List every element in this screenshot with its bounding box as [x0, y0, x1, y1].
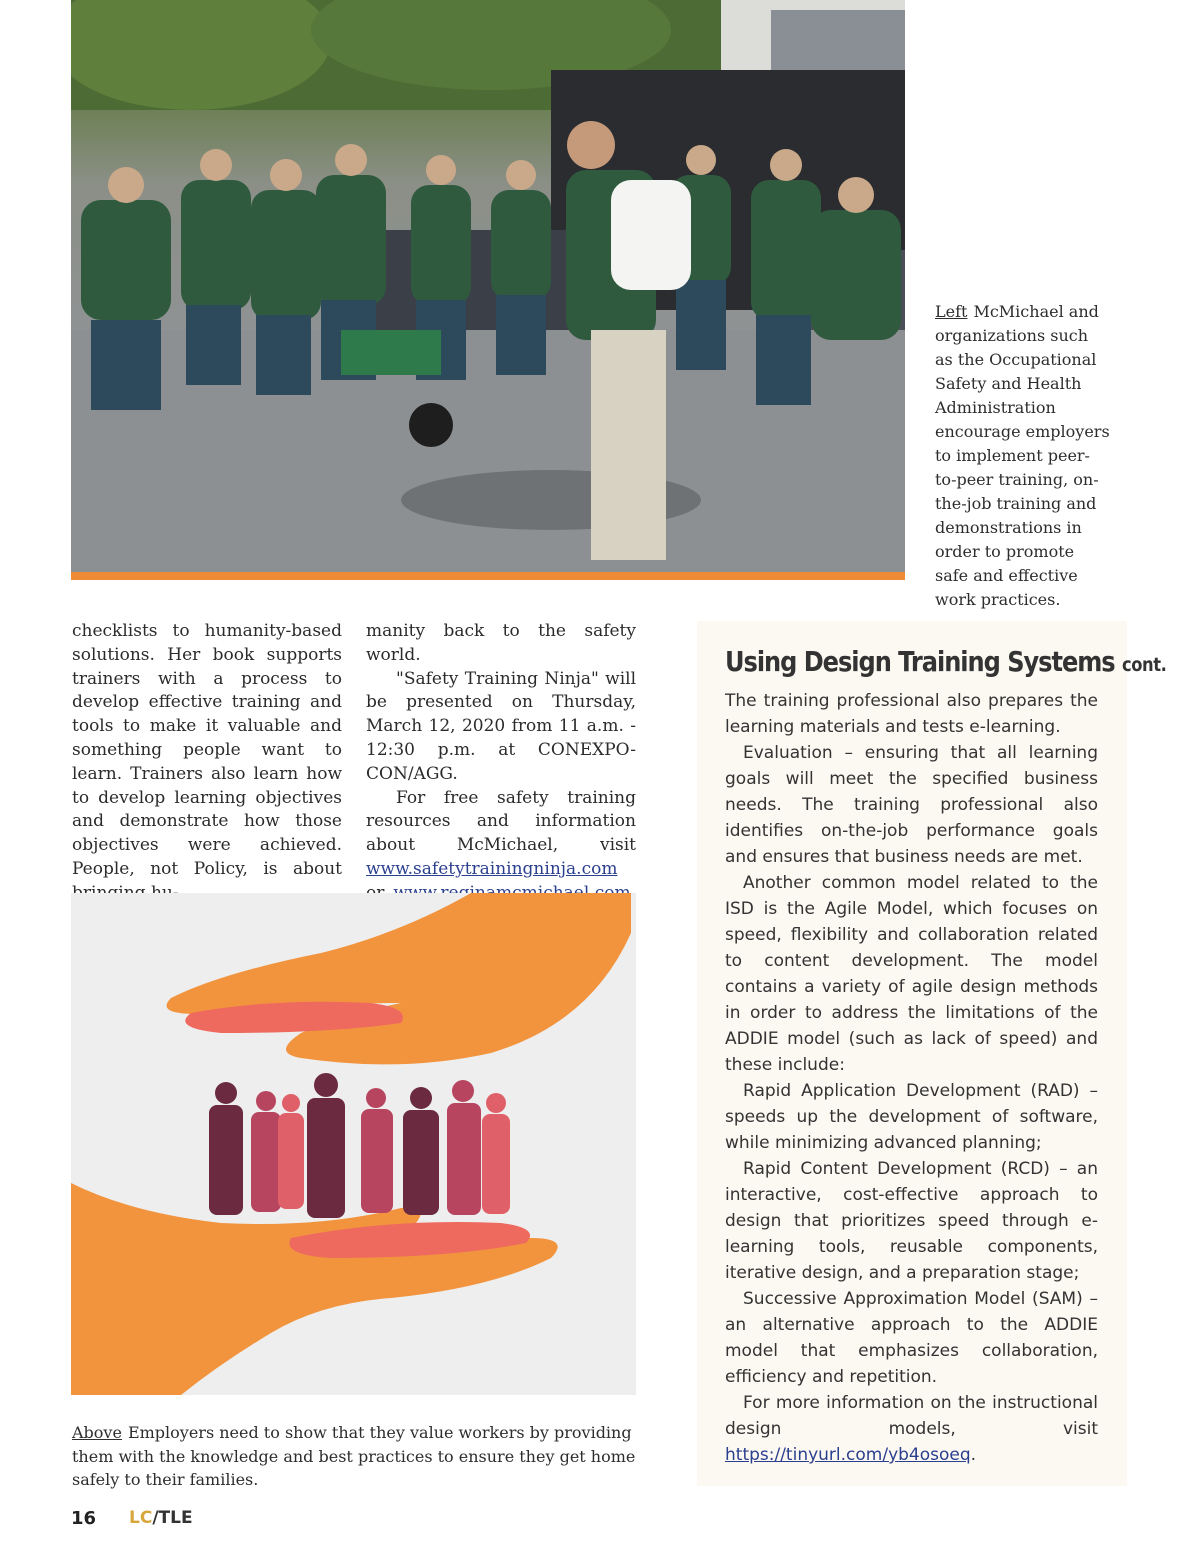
- tinyurl-link[interactable]: https://tinyurl.com/yb4osoeq: [725, 1445, 971, 1465]
- article-column-2: [366, 620, 636, 929]
- panel-body: [725, 688, 1098, 1468]
- panel-text: .: [970, 1445, 977, 1465]
- caption-label: Above: [72, 1423, 122, 1442]
- article-paragraph: manity back to the safety world.: [366, 621, 636, 665]
- panel-paragraph: Rapid Content Development (RCD) – an interactive, cost-effective approach to design that prioritizes speed through e-learning tools, reusable components, iterative design, and a preparation stage;: [725, 1159, 1098, 1283]
- panel-paragraph: Rapid Application Development (RAD) – speeds up the development of software, while minimizing advanced planning;: [725, 1081, 1098, 1153]
- article-paragraph: checklists to humanity-based solutions. Her book supports trainers with a process to develop effective training and tools to make it valuable and something people want to learn. Trainers also learn how to develop learning objectives and demonstrate how those objectives were achieved. People, not Policy, is about: [72, 621, 342, 879]
- panel-title-text: Using Design Training Systems: [725, 645, 1115, 678]
- logo-separator: /: [152, 1508, 159, 1528]
- hands-with-workers-icon: [71, 893, 636, 1395]
- panel-paragraph: Successive Approximation Model (SAM) – an alternative approach to the ADDIE model that emphasizes collaboration, efficiency and repetition.: [725, 1289, 1098, 1387]
- footer-logo: [129, 1508, 193, 1528]
- logo-lc: LC: [129, 1508, 153, 1528]
- hands-illustration: [71, 893, 636, 1395]
- photo-illustration: [71, 0, 905, 572]
- caption-label: Left: [935, 302, 968, 321]
- logo-tle: TLE: [158, 1508, 193, 1528]
- panel-text: For more information on the instructional design models, visit: [725, 1393, 1098, 1439]
- safety-training-ninja-link[interactable]: www.safetytrainingninja.com: [366, 858, 618, 879]
- illustration-caption: [72, 1421, 642, 1492]
- caption-text: Employers need to show that they value workers by providing them with the knowledge and best practices to ensure they get home safely to their families.: [72, 1423, 636, 1489]
- panel-title: [725, 645, 1167, 678]
- trainer-demonstration-photo: [71, 0, 905, 572]
- panel-title-suffix: cont.: [1121, 654, 1167, 676]
- panel-paragraph: Another common model related to the ISD is the Agile Model, which focuses on speed, flexibility and collaboration related to content development. The model contains a variety of agile design methods in order to address the limitations of the ADDIE model (such as lack of speed) and these include:: [725, 873, 1098, 1075]
- page-number: 16: [71, 1508, 97, 1529]
- article-column-1: [72, 620, 342, 906]
- panel-paragraph: [725, 1390, 1098, 1468]
- panel-paragraph: The training professional also prepares the learning materials and tests e-learning.: [725, 691, 1098, 737]
- photo-caption: [935, 300, 1110, 612]
- article-paragraph: "Safety Training Ninja" will be presented on Thursday, March 12, 2020 from 11 a.m. - 12:30 p.m. at CONEXPO-CON/AGG.: [366, 668, 636, 784]
- caption-text: McMichael and organizations such as the Occupational Safety and Health Administration encourage employers to implement peer-to-peer training, on-the-job training and demonstrations in order to promote safe and effective work practices.: [935, 302, 1110, 609]
- panel-paragraph: Evaluation – ensuring that all learning goals will meet the specified business needs. The training professional also identifies on-the-job performance goals and ensures that business needs are met.: [725, 743, 1098, 867]
- photo-accent-bar: [71, 572, 905, 580]
- article-text: For free safety training resources and information about McMichael, visit: [366, 787, 636, 856]
